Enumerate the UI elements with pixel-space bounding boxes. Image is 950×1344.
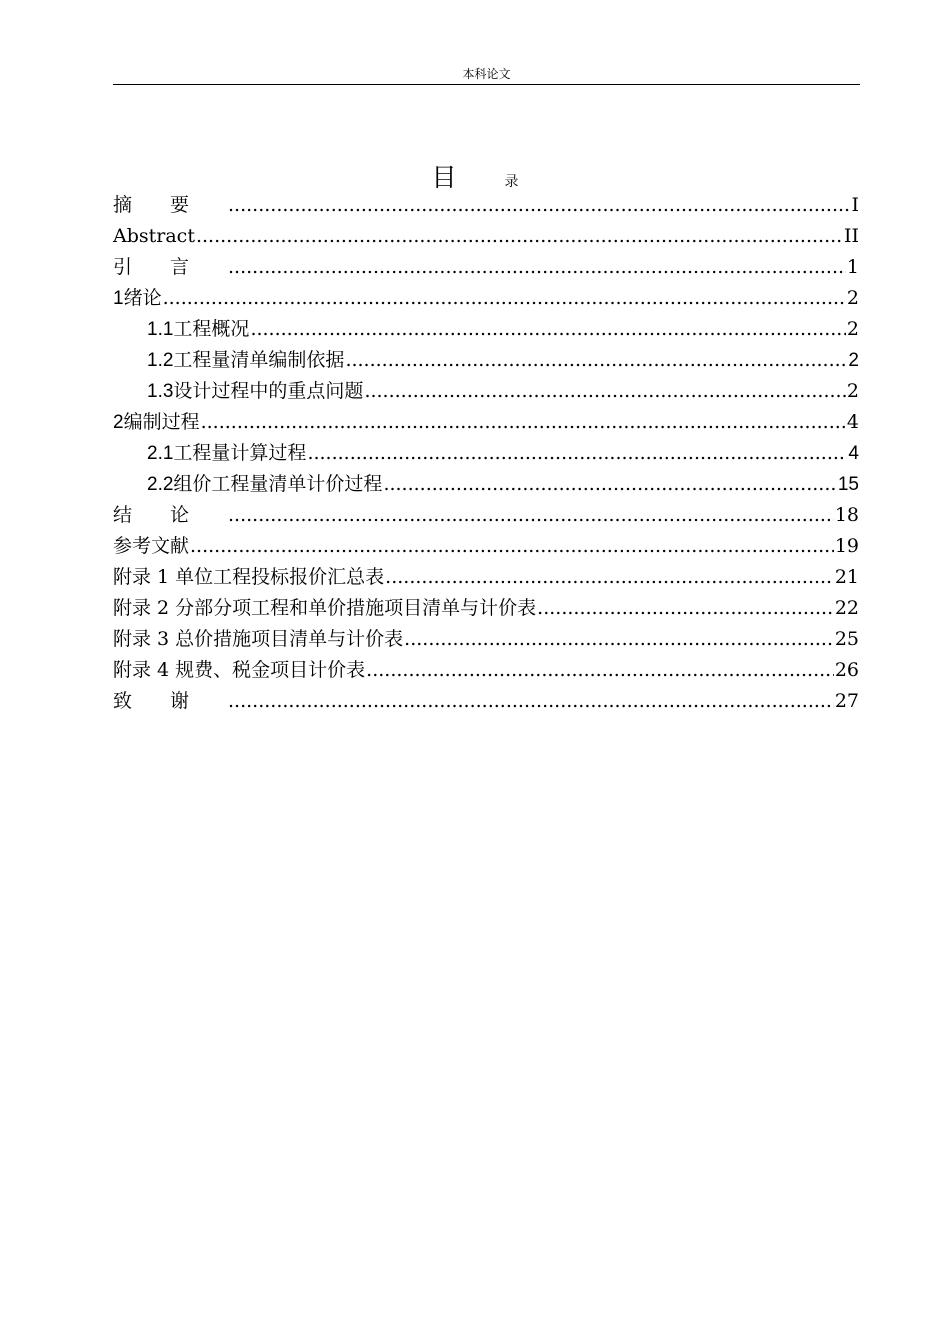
toc-entry-page: 26 bbox=[834, 659, 859, 681]
toc-leader-dots bbox=[537, 595, 834, 621]
toc-entry-appendix-3[interactable] bbox=[113, 626, 859, 657]
toc-entry-section-1-2[interactable] bbox=[113, 347, 859, 378]
toc-entry-page: 4 bbox=[848, 443, 859, 464]
toc-entry-label: 组价工程量清单计价过程 bbox=[173, 473, 383, 495]
toc-entry-chapter-1[interactable] bbox=[113, 285, 859, 316]
toc-entry-number: 1.3 bbox=[147, 381, 174, 402]
toc-entry-label: 附录 3 总价措施项目清单与计价表 bbox=[113, 628, 404, 650]
toc-entry-label: 绪论 bbox=[123, 287, 162, 309]
toc-entry-chapter-2[interactable] bbox=[113, 409, 859, 440]
toc-entry-introduction[interactable] bbox=[113, 254, 859, 285]
toc-leader-dots bbox=[163, 285, 846, 311]
toc-leader-dots bbox=[250, 316, 845, 342]
toc-entry-label: 工程量计算过程 bbox=[173, 442, 307, 464]
toc-leader-dots bbox=[404, 626, 834, 652]
page-header bbox=[113, 66, 860, 85]
toc-entry-page: 2 bbox=[846, 380, 859, 402]
toc-entry-page: 21 bbox=[834, 566, 859, 588]
toc-entry-number: 1.1 bbox=[147, 319, 174, 340]
toc-entry-page: II bbox=[843, 225, 859, 247]
toc-leader-dots bbox=[383, 471, 836, 497]
toc-entry-page: 22 bbox=[834, 597, 859, 619]
toc-leader-dots bbox=[196, 223, 843, 249]
toc-leader-dots bbox=[201, 409, 846, 435]
toc-entry-label: 引言 bbox=[113, 256, 228, 278]
toc-entry-number: 1.2 bbox=[147, 350, 174, 371]
toc-entry-label: 设计过程中的重点问题 bbox=[173, 380, 364, 402]
toc-leader-dots bbox=[228, 688, 834, 714]
toc-entry-page: I bbox=[851, 194, 859, 216]
toc-entry-label: 附录 4 规费、税金项目计价表 bbox=[113, 659, 366, 681]
toc-entry-page: 18 bbox=[834, 504, 859, 526]
toc-entry-abstract-en[interactable] bbox=[113, 223, 859, 254]
toc-entry-appendix-1[interactable] bbox=[113, 564, 859, 595]
toc-entry-abstract-cn[interactable] bbox=[113, 192, 859, 223]
toc-entry-label: Abstract bbox=[113, 225, 195, 247]
toc-entry-label: 参考文献 bbox=[113, 535, 190, 557]
toc-entry-appendix-4[interactable] bbox=[113, 657, 859, 688]
toc-entry-section-2-1[interactable] bbox=[113, 440, 859, 471]
running-title: 本科论文 bbox=[462, 67, 511, 81]
toc-entry-label: 结论 bbox=[113, 504, 228, 526]
toc-entry-label: 附录 1 单位工程投标报价汇总表 bbox=[113, 566, 385, 588]
toc-leader-dots bbox=[190, 533, 834, 559]
toc-entry-page: 2 bbox=[846, 287, 859, 309]
toc-entry-section-2-2[interactable] bbox=[113, 471, 859, 502]
toc-title-main: 目 bbox=[431, 163, 457, 192]
toc-entry-number: 2.1 bbox=[147, 443, 174, 464]
toc-entry-references[interactable] bbox=[113, 533, 859, 564]
toc-entry-page: 19 bbox=[834, 535, 859, 557]
toc-entry-label: 工程概况 bbox=[173, 318, 250, 340]
toc-entry-label: 工程量清单编制依据 bbox=[173, 349, 345, 371]
toc-entry-page: 27 bbox=[834, 690, 859, 712]
toc-entry-label: 编制过程 bbox=[123, 411, 200, 433]
toc-leader-dots bbox=[307, 440, 847, 466]
toc-leader-dots bbox=[228, 192, 850, 218]
toc-entry-page: 15 bbox=[837, 474, 859, 495]
toc-entry-acknowledgements[interactable] bbox=[113, 688, 859, 719]
table-of-contents bbox=[113, 192, 859, 719]
toc-entry-page: 4 bbox=[846, 411, 859, 433]
toc-entry-page: 1 bbox=[846, 256, 859, 278]
toc-leader-dots bbox=[385, 564, 834, 590]
toc-leader-dots bbox=[228, 502, 834, 528]
toc-title-second: 录 bbox=[504, 174, 519, 190]
toc-entry-page: 2 bbox=[846, 318, 859, 340]
toc-entry-label: 摘要 bbox=[113, 194, 228, 216]
toc-entry-number: 1 bbox=[113, 288, 124, 309]
toc-entry-number: 2 bbox=[113, 412, 124, 433]
toc-entry-section-1-3[interactable] bbox=[113, 378, 859, 409]
toc-leader-dots bbox=[366, 657, 834, 683]
toc-title bbox=[0, 158, 950, 194]
toc-entry-label: 致谢 bbox=[113, 690, 228, 712]
toc-entry-page: 2 bbox=[848, 350, 859, 371]
toc-entry-appendix-2[interactable] bbox=[113, 595, 859, 626]
toc-entry-number: 2.2 bbox=[147, 474, 174, 495]
toc-leader-dots bbox=[228, 254, 846, 280]
toc-entry-conclusion[interactable] bbox=[113, 502, 859, 533]
toc-entry-section-1-1[interactable] bbox=[113, 316, 859, 347]
toc-leader-dots bbox=[364, 378, 845, 404]
toc-leader-dots bbox=[345, 347, 847, 373]
toc-entry-label: 附录 2 分部分项工程和单价措施项目清单与计价表 bbox=[113, 597, 537, 619]
toc-entry-page: 25 bbox=[834, 628, 859, 650]
